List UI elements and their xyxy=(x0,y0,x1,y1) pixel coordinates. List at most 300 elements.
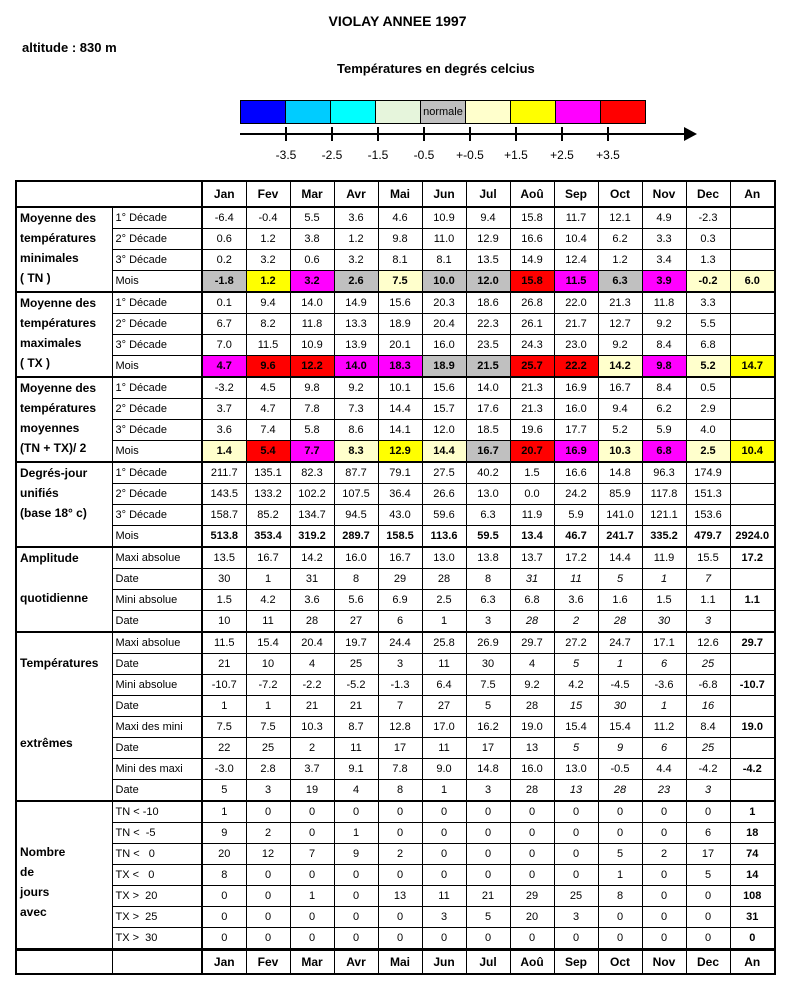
header-corner-cell xyxy=(16,181,202,207)
data-cell: 15.4 xyxy=(598,717,642,738)
data-cell: 3.6 xyxy=(202,420,246,441)
data-cell: 0 xyxy=(290,928,334,950)
data-cell: 18.3 xyxy=(378,356,422,378)
data-cell: 17.6 xyxy=(466,399,510,420)
data-cell: 12.0 xyxy=(422,420,466,441)
data-cell: -2.2 xyxy=(290,675,334,696)
axis-tick-label: +3.5 xyxy=(596,148,620,162)
data-cell: 0 xyxy=(202,907,246,928)
data-cell: 21.7 xyxy=(554,314,598,335)
footer-month-an: An xyxy=(730,950,775,975)
data-cell: 1.6 xyxy=(598,590,642,611)
data-cell: 4 xyxy=(290,654,334,675)
data-cell: 1.2 xyxy=(246,271,290,293)
data-cell: 0 xyxy=(246,865,290,886)
scale-cell-minus-1.5 xyxy=(330,100,376,124)
color-scale-cells xyxy=(240,100,710,124)
data-cell: 11 xyxy=(422,654,466,675)
data-cell: 13.5 xyxy=(202,547,246,569)
data-cell: 26.9 xyxy=(466,632,510,654)
data-cell: 9 xyxy=(598,738,642,759)
data-cell: 27 xyxy=(334,611,378,633)
group-label-line: températures xyxy=(20,316,97,330)
data-cell: 7.8 xyxy=(290,399,334,420)
data-cell: 0 xyxy=(290,907,334,928)
data-cell: 26.8 xyxy=(510,292,554,314)
axis-tick xyxy=(515,127,517,141)
data-cell: 7.5 xyxy=(466,675,510,696)
data-cell: 11.9 xyxy=(642,547,686,569)
data-cell: 3.6 xyxy=(290,590,334,611)
data-cell: 10.3 xyxy=(290,717,334,738)
group-label-line xyxy=(20,822,112,842)
data-cell: 85.2 xyxy=(246,505,290,526)
data-cell xyxy=(730,738,775,759)
row-label: 1° Décade xyxy=(112,462,202,484)
data-cell: 25.7 xyxy=(510,356,554,378)
data-cell: -3.0 xyxy=(202,759,246,780)
footer-month-sep: Sep xyxy=(554,950,598,975)
data-cell: 25 xyxy=(246,738,290,759)
data-cell: 0 xyxy=(246,801,290,823)
data-cell: 9.2 xyxy=(510,675,554,696)
data-cell: 2.6 xyxy=(334,271,378,293)
data-cell: 1 xyxy=(334,823,378,844)
data-cell: 27.5 xyxy=(422,462,466,484)
data-cell: 11 xyxy=(422,738,466,759)
data-cell xyxy=(730,377,775,399)
data-cell: 17 xyxy=(686,844,730,865)
data-cell: 3.6 xyxy=(554,590,598,611)
group-label-line xyxy=(20,633,112,653)
group-label-line: quotidienne xyxy=(20,591,88,605)
data-cell: -0.2 xyxy=(686,271,730,293)
data-cell: 25 xyxy=(686,654,730,675)
data-cell: 0.5 xyxy=(686,377,730,399)
data-cell: 24.7 xyxy=(598,632,642,654)
data-cell: 16.6 xyxy=(510,229,554,250)
data-cell: 12.9 xyxy=(466,229,510,250)
data-cell: 6.0 xyxy=(730,271,775,293)
data-cell: 12 xyxy=(246,844,290,865)
data-cell: 10 xyxy=(202,611,246,633)
data-cell: 134.7 xyxy=(290,505,334,526)
data-cell xyxy=(730,505,775,526)
group-label xyxy=(16,292,112,377)
data-cell: 36.4 xyxy=(378,484,422,505)
data-cell: 0.3 xyxy=(686,229,730,250)
data-cell xyxy=(730,696,775,717)
data-cell: 5 xyxy=(466,696,510,717)
data-cell: 7.5 xyxy=(378,271,422,293)
data-cell: 0 xyxy=(598,907,642,928)
footer-month-dec: Dec xyxy=(686,950,730,975)
data-cell: 241.7 xyxy=(598,526,642,548)
axis-tick-label: -0.5 xyxy=(413,148,435,162)
color-scale-axis xyxy=(240,124,710,168)
data-cell: 0 xyxy=(642,823,686,844)
data-cell: 15.4 xyxy=(554,717,598,738)
column-header-oct: Oct xyxy=(598,181,642,207)
data-cell: 7 xyxy=(290,844,334,865)
data-cell: -3.2 xyxy=(202,377,246,399)
data-cell: 3.4 xyxy=(642,250,686,271)
data-cell: 16.7 xyxy=(378,547,422,569)
data-cell: 335.2 xyxy=(642,526,686,548)
normale-label: normale xyxy=(423,105,463,118)
row-label: 2° Décade xyxy=(112,314,202,335)
group-label-line xyxy=(20,753,112,773)
data-cell: 143.5 xyxy=(202,484,246,505)
data-cell: 14.0 xyxy=(334,356,378,378)
data-cell: 27 xyxy=(422,696,466,717)
data-cell: 7 xyxy=(686,569,730,590)
data-cell: 9.6 xyxy=(246,356,290,378)
data-cell: 289.7 xyxy=(334,526,378,548)
data-cell: 353.4 xyxy=(246,526,290,548)
data-cell: 1 xyxy=(642,696,686,717)
data-cell: 3.9 xyxy=(642,271,686,293)
data-cell: 22.3 xyxy=(466,314,510,335)
row-label: 2° Décade xyxy=(112,484,202,505)
axis-tick xyxy=(377,127,379,141)
axis-tick-label: +-0.5 xyxy=(456,148,484,162)
data-cell: 13.3 xyxy=(334,314,378,335)
data-cell: 0 xyxy=(334,907,378,928)
data-cell: 1.1 xyxy=(730,590,775,611)
data-cell: 0 xyxy=(642,865,686,886)
data-cell: 11.8 xyxy=(642,292,686,314)
data-cell: 3 xyxy=(466,780,510,802)
data-cell: 6 xyxy=(642,654,686,675)
data-cell: 31 xyxy=(730,907,775,928)
data-cell: -2.3 xyxy=(686,207,730,229)
group-label-line xyxy=(20,693,112,713)
data-cell: 16.9 xyxy=(554,377,598,399)
row-label: Date xyxy=(112,738,202,759)
column-header-an: An xyxy=(730,181,775,207)
data-cell: 0 xyxy=(378,823,422,844)
data-cell: 0 xyxy=(378,928,422,950)
data-cell: 59.6 xyxy=(422,505,466,526)
data-cell: 2 xyxy=(642,844,686,865)
data-cell: 25 xyxy=(686,738,730,759)
row-label: TN < -5 xyxy=(112,823,202,844)
row-label: Mois xyxy=(112,271,202,293)
data-cell: 7.5 xyxy=(246,717,290,738)
group-label-line: de xyxy=(20,865,35,879)
data-cell: 8.3 xyxy=(334,441,378,463)
group-label-line xyxy=(20,608,112,628)
data-cell: 13 xyxy=(510,738,554,759)
data-cell xyxy=(730,314,775,335)
row-label: 3° Décade xyxy=(112,420,202,441)
data-cell: 6.3 xyxy=(466,590,510,611)
axis-tick xyxy=(331,127,333,141)
data-cell: 158.7 xyxy=(202,505,246,526)
data-cell: 19 xyxy=(290,780,334,802)
row-label: Maxi des mini xyxy=(112,717,202,738)
data-cell: -4.2 xyxy=(686,759,730,780)
data-cell: 113.6 xyxy=(422,526,466,548)
data-cell xyxy=(730,484,775,505)
data-cell: 0 xyxy=(466,801,510,823)
data-cell: 6.4 xyxy=(422,675,466,696)
data-cell xyxy=(730,292,775,314)
data-cell: 5 xyxy=(554,654,598,675)
data-cell: 5.2 xyxy=(686,356,730,378)
data-cell: 7.3 xyxy=(334,399,378,420)
data-cell: 2.5 xyxy=(686,441,730,463)
group-label-line: (base 18° c) xyxy=(20,506,87,520)
row-label: 1° Décade xyxy=(112,207,202,229)
data-cell: 0 xyxy=(686,801,730,823)
data-cell: 13 xyxy=(554,780,598,802)
data-cell: 1.5 xyxy=(202,590,246,611)
row-label: TX > 30 xyxy=(112,928,202,950)
data-cell: 5.2 xyxy=(598,420,642,441)
data-cell: 0 xyxy=(598,928,642,950)
data-cell: 20.1 xyxy=(378,335,422,356)
row-label: Mois xyxy=(112,356,202,378)
data-cell: 0 xyxy=(334,928,378,950)
data-cell: 2 xyxy=(554,611,598,633)
group-label-line xyxy=(20,568,112,588)
data-cell: 28 xyxy=(598,780,642,802)
footer-month-nov: Nov xyxy=(642,950,686,975)
group-label-line xyxy=(20,713,112,733)
data-cell: 7.0 xyxy=(202,335,246,356)
data-cell: 21.3 xyxy=(598,292,642,314)
data-cell: 16 xyxy=(686,696,730,717)
data-cell: 31 xyxy=(290,569,334,590)
data-cell: 8.4 xyxy=(642,377,686,399)
data-cell: 16.0 xyxy=(510,759,554,780)
data-cell: 0.2 xyxy=(202,250,246,271)
data-cell: 10.4 xyxy=(730,441,775,463)
group-label-line: maximales xyxy=(20,336,82,350)
data-cell: 0 xyxy=(642,801,686,823)
axis-tick xyxy=(285,127,287,141)
group-label-line: moyennes xyxy=(20,421,80,435)
data-cell: 11.5 xyxy=(554,271,598,293)
group-label-line xyxy=(20,773,112,793)
data-cell: 0.0 xyxy=(510,484,554,505)
data-cell: 4.2 xyxy=(246,590,290,611)
group-label-line: Amplitude xyxy=(20,551,79,565)
data-cell: 8.7 xyxy=(334,717,378,738)
data-cell: 94.5 xyxy=(334,505,378,526)
data-cell: 30 xyxy=(598,696,642,717)
data-cell: 28 xyxy=(422,569,466,590)
data-cell: 4 xyxy=(334,780,378,802)
data-cell: 0 xyxy=(422,928,466,950)
data-cell: 3.7 xyxy=(202,399,246,420)
data-cell: 1 xyxy=(422,611,466,633)
data-cell: 0 xyxy=(642,928,686,950)
data-cell: 5 xyxy=(686,865,730,886)
data-cell: 0 xyxy=(686,928,730,950)
data-cell: 3 xyxy=(422,907,466,928)
data-cell: 13.8 xyxy=(466,547,510,569)
data-cell: 17.2 xyxy=(554,547,598,569)
arrow-right-icon xyxy=(684,127,697,141)
data-cell: 5 xyxy=(598,844,642,865)
data-cell: 11.2 xyxy=(642,717,686,738)
data-cell: 16.7 xyxy=(246,547,290,569)
data-cell: 0 xyxy=(510,801,554,823)
data-cell: 4.0 xyxy=(686,420,730,441)
data-cell xyxy=(730,335,775,356)
data-cell: 5 xyxy=(202,780,246,802)
data-cell: -0.5 xyxy=(598,759,642,780)
data-cell xyxy=(730,420,775,441)
data-cell: 513.8 xyxy=(202,526,246,548)
data-cell: 3.3 xyxy=(642,229,686,250)
data-cell: 21 xyxy=(334,696,378,717)
data-cell: 1 xyxy=(422,780,466,802)
column-header-fev: Fev xyxy=(246,181,290,207)
data-cell: 1 xyxy=(246,696,290,717)
data-cell: 0 xyxy=(510,865,554,886)
data-cell: 12.7 xyxy=(598,314,642,335)
data-cell: 10.1 xyxy=(378,377,422,399)
data-cell: 9.4 xyxy=(598,399,642,420)
data-cell: 8 xyxy=(378,780,422,802)
group-label-line xyxy=(20,922,112,942)
scale-cell-plus-0.5 xyxy=(465,100,511,124)
data-cell: 27.2 xyxy=(554,632,598,654)
data-cell: 0 xyxy=(422,801,466,823)
column-header-jan: Jan xyxy=(202,181,246,207)
data-cell: 1 xyxy=(202,696,246,717)
data-cell: 19.6 xyxy=(510,420,554,441)
group-label-line: Températures xyxy=(20,656,99,670)
data-cell: 18.6 xyxy=(466,292,510,314)
data-cell: 25 xyxy=(554,886,598,907)
data-cell: 10.4 xyxy=(554,229,598,250)
data-cell: 14.9 xyxy=(334,292,378,314)
data-cell: 23 xyxy=(642,780,686,802)
data-cell: 3.2 xyxy=(246,250,290,271)
data-cell: 2 xyxy=(290,738,334,759)
data-cell: 15 xyxy=(554,696,598,717)
data-cell: 14.7 xyxy=(730,356,775,378)
column-header-avr: Avr xyxy=(334,181,378,207)
data-cell: 11.0 xyxy=(422,229,466,250)
data-cell: 22.2 xyxy=(554,356,598,378)
data-cell: 0 xyxy=(246,928,290,950)
data-cell: 0 xyxy=(334,886,378,907)
data-cell: 20.7 xyxy=(510,441,554,463)
data-cell: 10.0 xyxy=(422,271,466,293)
data-cell: 4.7 xyxy=(246,399,290,420)
data-cell: 0 xyxy=(510,844,554,865)
data-cell: 3.3 xyxy=(686,292,730,314)
data-cell: 6 xyxy=(686,823,730,844)
group-label-line xyxy=(20,802,112,822)
data-cell: 0 xyxy=(510,928,554,950)
data-cell: 96.3 xyxy=(642,462,686,484)
data-cell: 8 xyxy=(334,569,378,590)
axis-tick-label: +2.5 xyxy=(550,148,574,162)
data-cell xyxy=(730,569,775,590)
data-cell: 29 xyxy=(378,569,422,590)
data-cell: 4.6 xyxy=(378,207,422,229)
data-cell: 17.1 xyxy=(642,632,686,654)
data-cell: 18.5 xyxy=(466,420,510,441)
data-cell: 82.3 xyxy=(290,462,334,484)
data-cell: 0 xyxy=(334,865,378,886)
color-scale-legend xyxy=(240,100,710,170)
footer-month-fev: Fev xyxy=(246,950,290,975)
data-cell: 0 xyxy=(202,886,246,907)
data-cell: 28 xyxy=(290,611,334,633)
data-cell: 7.4 xyxy=(246,420,290,441)
column-header-aoû: Aoû xyxy=(510,181,554,207)
data-cell: 4.9 xyxy=(642,207,686,229)
data-cell: 0 xyxy=(554,801,598,823)
data-cell: 74 xyxy=(730,844,775,865)
data-cell: 8.4 xyxy=(642,335,686,356)
data-cell: 1.5 xyxy=(642,590,686,611)
data-cell: 12.2 xyxy=(290,356,334,378)
row-label: 3° Décade xyxy=(112,505,202,526)
data-cell: 2924.0 xyxy=(730,526,775,548)
data-cell: -5.2 xyxy=(334,675,378,696)
data-cell: 15.5 xyxy=(686,547,730,569)
row-label: Maxi absolue xyxy=(112,632,202,654)
data-cell: 29.7 xyxy=(510,632,554,654)
data-cell: 3.6 xyxy=(334,207,378,229)
footer-month-jan: Jan xyxy=(202,950,246,975)
data-cell: 11 xyxy=(246,611,290,633)
data-cell: 15.6 xyxy=(378,292,422,314)
data-cell: 14.2 xyxy=(290,547,334,569)
group-label xyxy=(16,207,112,292)
data-cell: 17.2 xyxy=(730,547,775,569)
data-cell: 6.9 xyxy=(378,590,422,611)
data-cell: 2 xyxy=(246,823,290,844)
row-label: Date xyxy=(112,780,202,802)
data-cell: 13.9 xyxy=(334,335,378,356)
scale-cell-plus-2.5 xyxy=(555,100,601,124)
data-cell: 14.0 xyxy=(466,377,510,399)
data-cell: 22 xyxy=(202,738,246,759)
group-label-line: jours xyxy=(20,885,50,899)
data-cell: 1 xyxy=(642,569,686,590)
data-cell xyxy=(730,399,775,420)
data-cell: 8 xyxy=(598,886,642,907)
data-cell: 108 xyxy=(730,886,775,907)
data-cell: 18.9 xyxy=(422,356,466,378)
data-cell: 3 xyxy=(686,780,730,802)
row-label: TX < 0 xyxy=(112,865,202,886)
data-cell: 15.8 xyxy=(510,207,554,229)
data-cell: 11.9 xyxy=(510,505,554,526)
data-cell: -6.4 xyxy=(202,207,246,229)
data-cell: 13.4 xyxy=(510,526,554,548)
axis-tick-label: -2.5 xyxy=(321,148,343,162)
data-cell: 9.2 xyxy=(598,335,642,356)
data-cell: 6.8 xyxy=(686,335,730,356)
data-cell: 16.0 xyxy=(422,335,466,356)
footer-month-mai: Mai xyxy=(378,950,422,975)
data-cell: 3.2 xyxy=(334,250,378,271)
scale-cell-minus-3.5 xyxy=(240,100,286,124)
data-cell: 174.9 xyxy=(686,462,730,484)
row-label: 2° Décade xyxy=(112,229,202,250)
